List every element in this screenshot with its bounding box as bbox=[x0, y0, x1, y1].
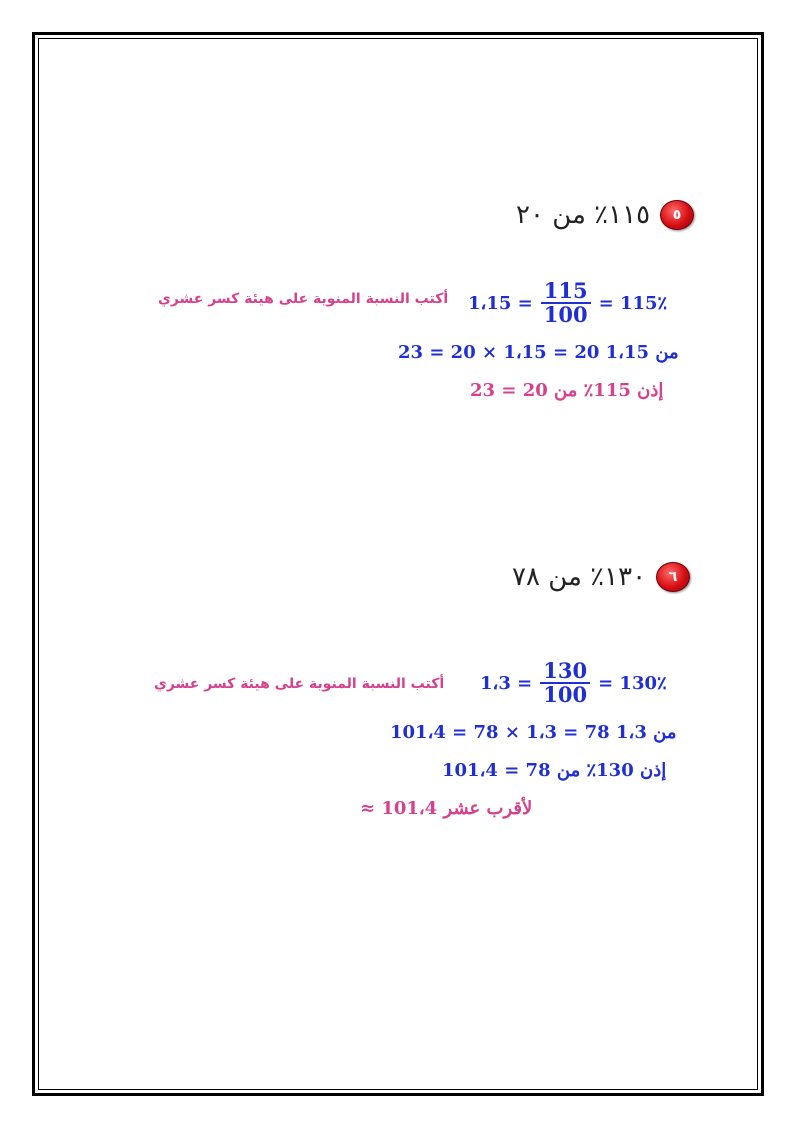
problem-5-heading-row bbox=[516, 200, 694, 230]
problem-5-fraction bbox=[541, 280, 591, 326]
problem-5-frac-denominator: 100 bbox=[541, 302, 591, 326]
problem-6-approximation: ≈ 101،4 لأقرب عشر bbox=[360, 798, 533, 819]
problem-6-note: أكتب النسبة المنوية على هيئة كسر عشري bbox=[154, 676, 445, 692]
problem-6-eq-right: 130٪ = bbox=[598, 672, 667, 694]
problem-6-fraction bbox=[540, 660, 590, 706]
problem-5-equation bbox=[468, 280, 667, 326]
problem-5-eq-left: = 1،15 bbox=[468, 292, 533, 314]
problem-6-conclusion: إذن 130٪ من 78 = 101،4 bbox=[442, 760, 667, 781]
problem-5-step: 23 = 20 × 1،15 = 20 من 1،15 bbox=[398, 342, 679, 363]
problem-5-eq-right: 115٪ = bbox=[598, 292, 668, 314]
problem-5-badge-icon: ٥ bbox=[660, 200, 694, 230]
problem-5-heading: ١١٥٪ من ٢٠ bbox=[516, 200, 651, 230]
problem-6-equation bbox=[480, 660, 667, 706]
problem-6-frac-numerator: 130 bbox=[543, 658, 588, 683]
problem-5-note: أكتب النسبة المنوية على هيئة كسر عشري bbox=[158, 291, 449, 307]
problem-6-heading-row bbox=[512, 562, 690, 592]
problem-6-eq-left: = 1،3 bbox=[480, 672, 533, 694]
problem-6-badge-icon: ٦ bbox=[656, 562, 690, 592]
problem-6-heading: ١٣٠٪ من ٧٨ bbox=[512, 562, 647, 592]
problem-5-frac-numerator: 115 bbox=[543, 278, 588, 303]
problem-6-frac-denominator: 100 bbox=[540, 682, 590, 706]
problem-5-conclusion: إذن 115٪ من 20 = 23 bbox=[470, 380, 664, 401]
problem-6-step: 101،4 = 78 × 1،3 = 78 من 1،3 bbox=[390, 722, 677, 743]
